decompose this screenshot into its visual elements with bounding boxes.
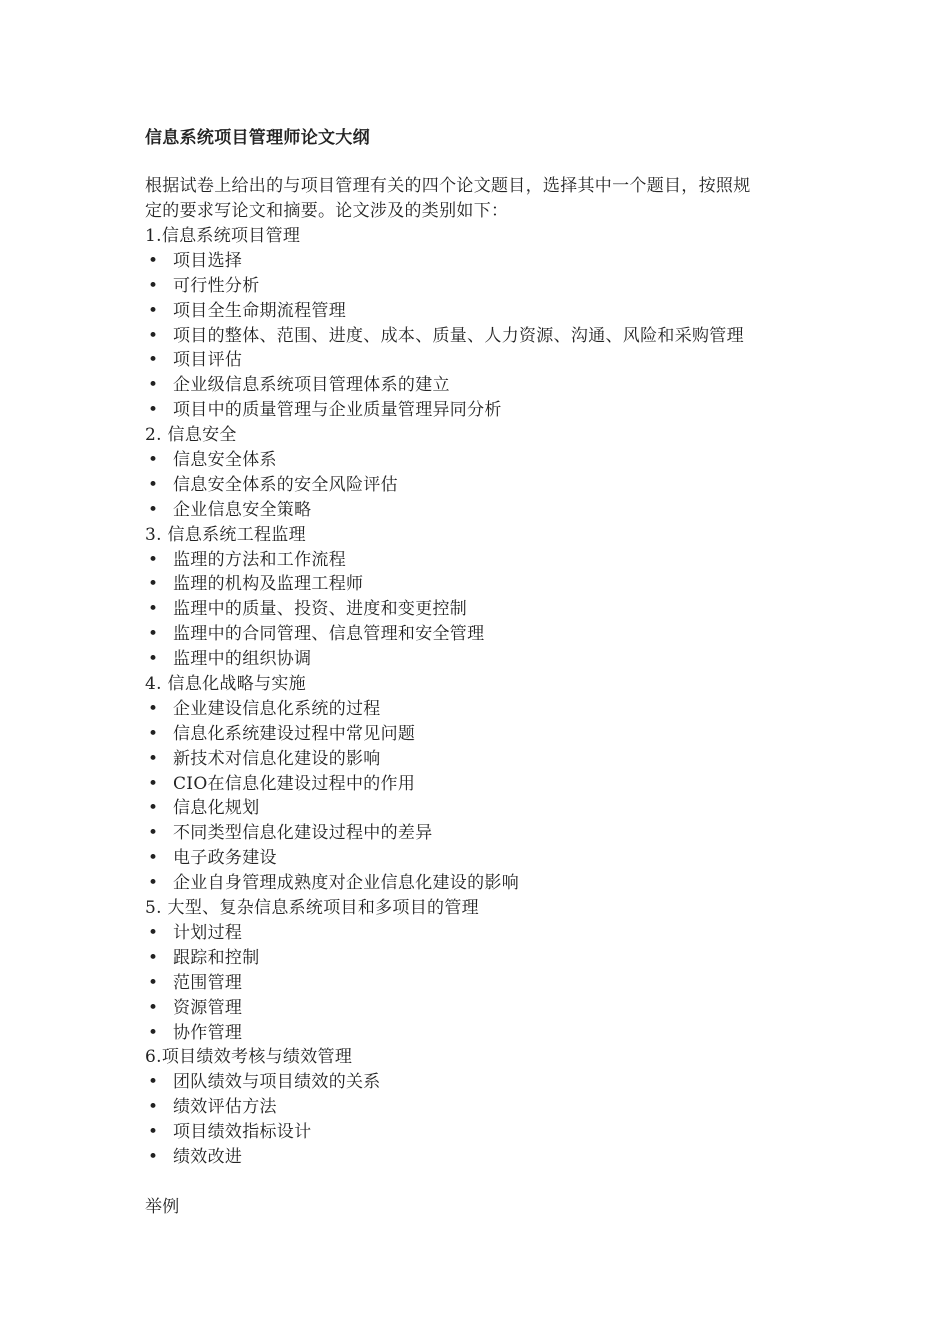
bullet-icon: • [148,499,159,520]
bullet-icon: • [148,275,159,296]
bullet-icon: • [148,1122,159,1143]
list-item-text: 企业信息安全策略 [173,499,312,520]
list-item [145,846,845,871]
bullet-icon: • [148,400,159,421]
list-item [145,473,845,498]
list-item [145,722,845,747]
section-heading: 2. 信息安全 [145,425,237,446]
bullet-icon: • [148,698,159,719]
list-item [145,1021,845,1046]
list-item [145,348,845,373]
bullet-icon: • [148,1097,159,1118]
list-item [145,647,845,672]
list-item [145,921,845,946]
bullet-icon: • [148,873,159,894]
list-item-text: 监理的机构及监理工程师 [173,574,364,595]
bullet-icon: • [148,848,159,869]
section-heading: 4. 信息化战略与实施 [145,674,306,695]
bullet-icon: • [148,723,159,744]
list-item [145,249,845,274]
bullet-icon: • [148,574,159,595]
list-item-text: 监理中的合同管理、信息管理和安全管理 [173,624,485,645]
list-item [145,1145,845,1170]
bullet-icon: • [148,250,159,271]
list-item [145,1095,845,1120]
list-item-text: 可行性分析 [173,275,260,296]
list-item-text: 不同类型信息化建设过程中的差异 [173,823,433,844]
bullet-icon: • [148,1072,159,1093]
list-item [145,971,845,996]
bullet-icon: • [148,748,159,769]
list-item-text: 团队绩效与项目绩效的关系 [173,1072,381,1093]
bullet-icon: • [148,325,159,346]
bullet-icon: • [148,823,159,844]
list-item-text: 协作管理 [173,1022,243,1043]
list-item-text: 项目绩效指标设计 [173,1122,312,1143]
bullet-icon: • [148,972,159,993]
list-item [145,996,845,1021]
list-item [145,324,845,349]
list-item-text: 电子政务建设 [173,848,277,869]
list-item [145,299,845,324]
intro-line: 定的要求写论文和摘要。论文涉及的类别如下： [145,201,509,221]
list-item-text: 项目全生命期流程管理 [173,300,346,321]
list-item [145,747,845,772]
list-item-text: 资源管理 [173,997,243,1018]
bullet-icon: • [148,300,159,321]
list-item-text: 绩效评估方法 [173,1097,277,1118]
list-item-text: 绩效改进 [173,1146,243,1167]
list-item [145,448,845,473]
document-title: 信息系统项目管理师论文大纲 [145,128,370,148]
list-item [145,871,845,896]
list-item-text: 项目评估 [173,350,243,371]
list-item-text: 信息安全体系 [173,450,277,471]
list-item-text: 范围管理 [173,972,243,993]
bullet-icon: • [148,922,159,943]
bullet-icon: • [148,450,159,471]
bullet-icon: • [148,947,159,968]
list-item-text: 新技术对信息化建设的影响 [173,748,381,769]
list-item-text: 信息化系统建设过程中常见问题 [173,723,416,744]
bullet-icon: • [148,549,159,570]
list-item [145,274,845,299]
list-item-text: 跟踪和控制 [173,947,260,968]
section-heading: 3. 信息系统工程监理 [145,524,306,545]
example-heading: 举例 [145,1197,180,1217]
intro-line: 根据试卷上给出的与项目管理有关的四个论文题目，选择其中一个题目，按照规 [145,176,751,196]
list-item [145,697,845,722]
bullet-icon: • [148,375,159,396]
list-item-text: 项目选择 [173,250,243,271]
list-item [145,572,845,597]
list-item-text: CIO在信息化建设过程中的作用 [173,773,416,794]
bullet-icon: • [148,350,159,371]
section-heading: 1.信息系统项目管理 [145,226,301,246]
list-item [145,373,845,398]
list-item-text: 监理中的组织协调 [173,649,312,670]
list-item-text: 监理中的质量、投资、进度和变更控制 [173,599,468,620]
list-item [145,548,845,573]
list-item [145,946,845,971]
list-item [145,796,845,821]
list-item [145,498,845,523]
topic-outline [145,224,845,1170]
bullet-icon: • [148,624,159,645]
list-item-text: 企业级信息系统项目管理体系的建立 [173,375,450,396]
intro-paragraph [145,174,815,224]
list-item [145,1070,845,1095]
bullet-icon: • [148,798,159,819]
list-item-text: 企业建设信息化系统的过程 [173,698,381,719]
list-item-text: 信息安全体系的安全风险评估 [173,474,398,495]
bullet-icon: • [148,1022,159,1043]
list-item [145,622,845,647]
section-heading: 5. 大型、复杂信息系统项目和多项目的管理 [145,898,479,919]
bullet-icon: • [148,649,159,670]
list-item-text: 项目中的质量管理与企业质量管理异同分析 [173,400,502,421]
list-item-text: 信息化规划 [173,798,260,819]
section-heading: 6.项目绩效考核与绩效管理 [145,1047,353,1068]
bullet-icon: • [148,997,159,1018]
list-item [145,821,845,846]
list-item-text: 企业自身管理成熟度对企业信息化建设的影响 [173,873,519,894]
bullet-icon: • [148,474,159,495]
list-item-text: 项目的整体、范围、进度、成本、质量、人力资源、沟通、风险和采购管理 [173,325,744,346]
list-item [145,398,845,423]
bullet-icon: • [148,599,159,620]
bullet-icon: • [148,1146,159,1167]
bullet-icon: • [148,773,159,794]
list-item-text: 计划过程 [173,922,243,943]
list-item [145,1120,845,1145]
list-item-text: 监理的方法和工作流程 [173,549,346,570]
list-item [145,772,845,797]
list-item [145,597,845,622]
